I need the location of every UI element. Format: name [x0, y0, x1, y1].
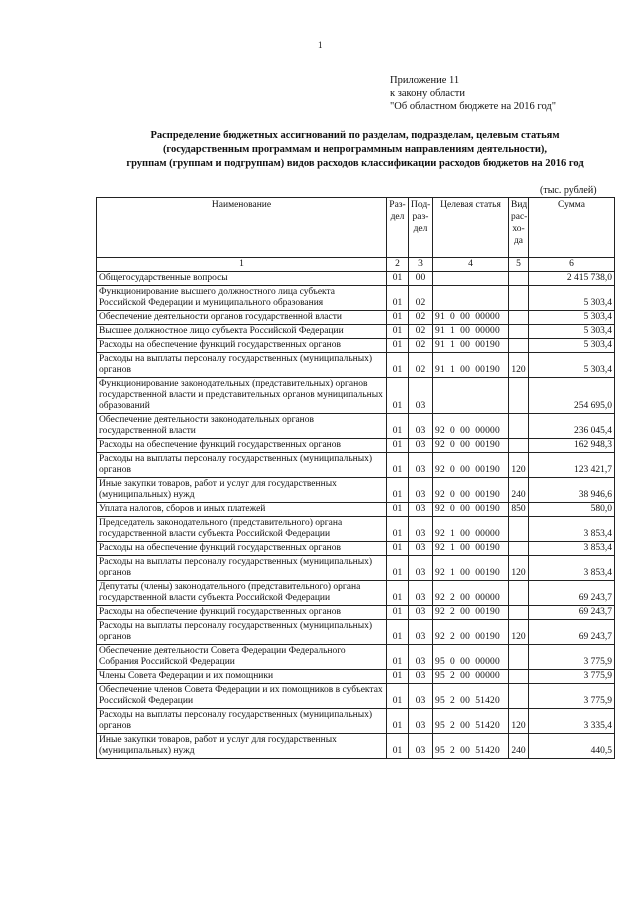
header-row [97, 198, 615, 258]
column-number: 1 [97, 258, 387, 272]
page-number: 1 [318, 40, 323, 50]
row-name: Иные закупки товаров, работ и услуг для государственных (муниципальных) нужд [97, 478, 387, 503]
row-razdel: 01 [387, 734, 409, 759]
row-razdel: 01 [387, 272, 409, 286]
row-name: Расходы на обеспечение функций государственных органов [97, 439, 387, 453]
row-name: Расходы на обеспечение функций государственных органов [97, 339, 387, 353]
table-row [97, 311, 615, 325]
row-sum: 69 243,7 [529, 620, 615, 645]
row-podrazdel: 03 [409, 620, 433, 645]
row-razdel: 01 [387, 542, 409, 556]
document-title [100, 129, 610, 171]
row-sum: 38 946,6 [529, 478, 615, 503]
row-expense-type [509, 581, 529, 606]
table-row [97, 670, 615, 684]
table-row [97, 414, 615, 439]
table-row [97, 734, 615, 759]
row-podrazdel: 03 [409, 453, 433, 478]
table-row [97, 325, 615, 339]
row-sum: 162 948,3 [529, 439, 615, 453]
row-name: Депутаты (члены) законодательного (представительного) органа государственной власти субъекта Российской Федерации [97, 581, 387, 606]
row-name: Обеспечение членов Совета Федерации и их помощников в субъектах Российской Федерации [97, 684, 387, 709]
row-sum: 580,0 [529, 503, 615, 517]
row-name: Члены Совета Федерации и их помощники [97, 670, 387, 684]
row-razdel: 01 [387, 439, 409, 453]
row-podrazdel: 03 [409, 581, 433, 606]
row-expense-type [509, 517, 529, 542]
row-expense-type: 240 [509, 734, 529, 759]
row-expense-type [509, 325, 529, 339]
row-expense-type: 240 [509, 478, 529, 503]
row-target-article: 91 0 00 00000 [433, 311, 509, 325]
row-podrazdel: 03 [409, 734, 433, 759]
row-expense-type: 120 [509, 620, 529, 645]
column-number: 5 [509, 258, 529, 272]
row-name: Расходы на выплаты персоналу государственных (муниципальных) органов [97, 353, 387, 378]
header-target-article: Целевая статья [433, 198, 509, 258]
row-sum: 5 303,4 [529, 353, 615, 378]
row-podrazdel: 03 [409, 606, 433, 620]
header-expense-type: Вид рас-хо-да [509, 198, 529, 258]
row-target-article: 95 2 00 51420 [433, 709, 509, 734]
row-expense-type [509, 378, 529, 414]
row-razdel: 01 [387, 556, 409, 581]
row-target-article: 92 0 00 00190 [433, 503, 509, 517]
row-sum: 3 775,9 [529, 684, 615, 709]
row-target-article: 95 2 00 00000 [433, 670, 509, 684]
column-number: 6 [529, 258, 615, 272]
row-podrazdel: 03 [409, 378, 433, 414]
row-razdel: 01 [387, 286, 409, 311]
row-razdel: 01 [387, 325, 409, 339]
row-podrazdel: 03 [409, 517, 433, 542]
row-razdel: 01 [387, 311, 409, 325]
row-expense-type [509, 286, 529, 311]
row-razdel: 01 [387, 339, 409, 353]
header-razdel: Раз-дел [387, 198, 409, 258]
appendix-line-3: "Об областном бюджете на 2016 год" [390, 101, 557, 112]
header-name: Наименование [97, 198, 387, 258]
row-name: Расходы на обеспечение функций государственных органов [97, 606, 387, 620]
table-row [97, 606, 615, 620]
row-target-article: 92 0 00 00000 [433, 414, 509, 439]
row-podrazdel: 03 [409, 645, 433, 670]
row-name: Обеспечение деятельности Совета Федерации Федерального Собрания Российской Федерации [97, 645, 387, 670]
row-name: Расходы на обеспечение функций государственных органов [97, 542, 387, 556]
table-row [97, 581, 615, 606]
row-podrazdel: 03 [409, 439, 433, 453]
row-name: Председатель законодательного (представительного) органа государственной власти субъекта Российской Федерации [97, 517, 387, 542]
row-razdel: 01 [387, 670, 409, 684]
row-target-article: 91 1 00 00190 [433, 353, 509, 378]
row-expense-type: 120 [509, 709, 529, 734]
row-sum: 5 303,4 [529, 286, 615, 311]
row-podrazdel: 02 [409, 353, 433, 378]
row-expense-type [509, 645, 529, 670]
table-row [97, 620, 615, 645]
row-target-article: 92 1 00 00190 [433, 556, 509, 581]
row-name: Расходы на выплаты персоналу государственных (муниципальных) органов [97, 620, 387, 645]
row-name: Обеспечение деятельности органов государственной власти [97, 311, 387, 325]
table-row [97, 556, 615, 581]
table-row [97, 517, 615, 542]
row-podrazdel: 02 [409, 311, 433, 325]
row-sum: 236 045,4 [529, 414, 615, 439]
row-target-article: 92 0 00 00190 [433, 478, 509, 503]
row-podrazdel: 03 [409, 670, 433, 684]
row-name: Функционирование законодательных (представительных) органов государственной власти и представительных органов муниципальных образований [97, 378, 387, 414]
budget-table [96, 197, 615, 759]
row-target-article: 92 1 00 00190 [433, 542, 509, 556]
table-row [97, 478, 615, 503]
row-name: Иные закупки товаров, работ и услуг для государственных (муниципальных) нужд [97, 734, 387, 759]
table-row [97, 503, 615, 517]
header-sum: Сумма [529, 198, 615, 258]
title-line-2: (государственным программам и непрограммным направлениям деятельности), [162, 144, 548, 155]
row-sum: 3 853,4 [529, 517, 615, 542]
row-name: Высшее должностное лицо субъекта Российской Федерации [97, 325, 387, 339]
row-podrazdel: 03 [409, 556, 433, 581]
row-target-article [433, 378, 509, 414]
table-row [97, 542, 615, 556]
row-sum: 2 415 738,0 [529, 272, 615, 286]
title-line-1: Распределение бюджетных ассигнований по разделам, подразделам, целевым статьям [150, 130, 560, 141]
row-podrazdel: 02 [409, 286, 433, 311]
row-razdel: 01 [387, 645, 409, 670]
column-number-row [97, 258, 615, 272]
row-sum: 3 775,9 [529, 670, 615, 684]
table-row [97, 439, 615, 453]
row-name: Расходы на выплаты персоналу государственных (муниципальных) органов [97, 453, 387, 478]
table-row [97, 272, 615, 286]
row-razdel: 01 [387, 453, 409, 478]
row-podrazdel: 03 [409, 414, 433, 439]
row-target-article: 92 0 00 00190 [433, 439, 509, 453]
table-row [97, 353, 615, 378]
column-number: 4 [433, 258, 509, 272]
row-razdel: 01 [387, 684, 409, 709]
table-row [97, 453, 615, 478]
row-target-article [433, 286, 509, 311]
row-target-article: 92 2 00 00190 [433, 620, 509, 645]
table-row [97, 684, 615, 709]
row-expense-type [509, 272, 529, 286]
row-expense-type: 120 [509, 556, 529, 581]
row-target-article: 95 2 00 51420 [433, 734, 509, 759]
row-podrazdel: 03 [409, 478, 433, 503]
title-line-3: группам (группам и подгруппам) видов расходов классификации расходов бюджетов на 2016 год [126, 158, 584, 169]
row-podrazdel: 02 [409, 339, 433, 353]
table-row [97, 286, 615, 311]
row-razdel: 01 [387, 606, 409, 620]
row-razdel: 01 [387, 478, 409, 503]
row-expense-type [509, 542, 529, 556]
row-target-article: 95 2 00 51420 [433, 684, 509, 709]
row-podrazdel: 03 [409, 709, 433, 734]
row-sum: 5 303,4 [529, 325, 615, 339]
row-expense-type [509, 670, 529, 684]
row-name: Обеспечение деятельности законодательных органов государственной власти [97, 414, 387, 439]
row-sum: 3 775,9 [529, 645, 615, 670]
row-expense-type: 850 [509, 503, 529, 517]
row-razdel: 01 [387, 709, 409, 734]
row-expense-type: 120 [509, 353, 529, 378]
table-row [97, 339, 615, 353]
row-target-article: 92 0 00 00190 [433, 453, 509, 478]
row-name: Расходы на выплаты персоналу государственных (муниципальных) органов [97, 709, 387, 734]
row-sum: 3 853,4 [529, 542, 615, 556]
row-sum: 5 303,4 [529, 339, 615, 353]
units-label: (тыс. рублей) [540, 185, 597, 196]
row-name: Общегосударственные вопросы [97, 272, 387, 286]
row-razdel: 01 [387, 353, 409, 378]
row-expense-type [509, 339, 529, 353]
row-razdel: 01 [387, 620, 409, 645]
row-expense-type [509, 684, 529, 709]
row-sum: 5 303,4 [529, 311, 615, 325]
table-body [97, 272, 615, 759]
row-expense-type: 120 [509, 453, 529, 478]
row-expense-type [509, 414, 529, 439]
row-sum: 254 695,0 [529, 378, 615, 414]
column-number: 3 [409, 258, 433, 272]
row-podrazdel: 03 [409, 684, 433, 709]
row-expense-type [509, 311, 529, 325]
row-target-article [433, 272, 509, 286]
row-razdel: 01 [387, 414, 409, 439]
row-sum: 440,5 [529, 734, 615, 759]
row-sum: 3 335,4 [529, 709, 615, 734]
row-target-article: 92 1 00 00000 [433, 517, 509, 542]
row-target-article: 91 1 00 00190 [433, 339, 509, 353]
row-razdel: 01 [387, 581, 409, 606]
table-row [97, 378, 615, 414]
table-row [97, 645, 615, 670]
row-podrazdel: 00 [409, 272, 433, 286]
row-sum: 69 243,7 [529, 606, 615, 620]
table-row [97, 709, 615, 734]
row-name: Функционирование высшего должностного лица субъекта Российской Федерации и муниципального образования [97, 286, 387, 311]
row-target-article: 95 0 00 00000 [433, 645, 509, 670]
row-razdel: 01 [387, 378, 409, 414]
row-sum: 69 243,7 [529, 581, 615, 606]
appendix-line-2: к закону области [390, 88, 465, 99]
appendix-header [390, 74, 556, 113]
row-podrazdel: 02 [409, 325, 433, 339]
row-razdel: 01 [387, 503, 409, 517]
row-razdel: 01 [387, 517, 409, 542]
row-podrazdel: 03 [409, 503, 433, 517]
row-podrazdel: 03 [409, 542, 433, 556]
row-expense-type [509, 439, 529, 453]
row-target-article: 92 2 00 00000 [433, 581, 509, 606]
row-sum: 3 853,4 [529, 556, 615, 581]
row-name: Уплата налогов, сборов и иных платежей [97, 503, 387, 517]
row-expense-type [509, 606, 529, 620]
row-name: Расходы на выплаты персоналу государственных (муниципальных) органов [97, 556, 387, 581]
row-target-article: 92 2 00 00190 [433, 606, 509, 620]
column-number: 2 [387, 258, 409, 272]
header-podrazdel: Под-раз-дел [409, 198, 433, 258]
row-target-article: 91 1 00 00000 [433, 325, 509, 339]
appendix-line-1: Приложение 11 [390, 75, 460, 86]
row-sum: 123 421,7 [529, 453, 615, 478]
